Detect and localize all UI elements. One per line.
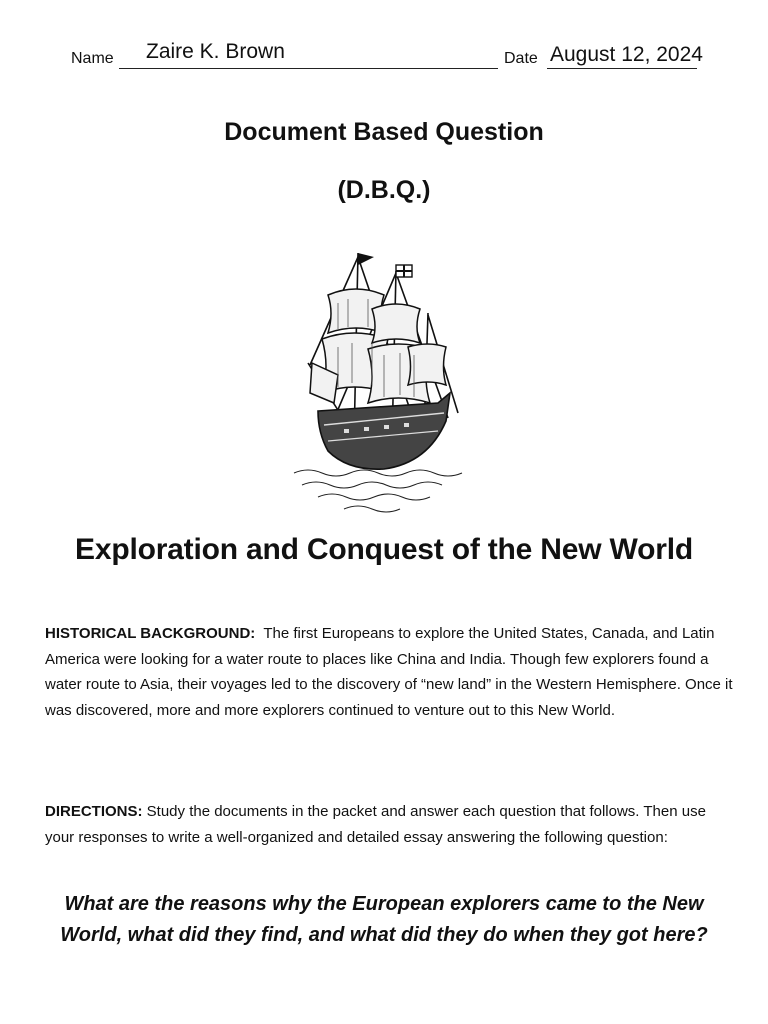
historical-background-paragraph bbox=[45, 621, 735, 723]
directions-paragraph bbox=[45, 799, 735, 850]
historical-background-label: HISTORICAL BACKGROUND: bbox=[45, 625, 256, 642]
sailing-ship-illustration bbox=[288, 243, 468, 521]
historical-background-text: The first Europeans to explore the United States, Canada, and Latin America were looking for a water route to places like China and India. Though few explorers found a water route to Asia, their voyages led to the discovery of “new land” in the Western Hemisphere. Once it was discovered, more and more explorers continued to venture out to this New World. bbox=[45, 625, 733, 719]
essay-question: What are the reasons why the European explorers came to the New World, what did they find, and what did they do when they got here? bbox=[60, 893, 708, 946]
name-label: Name bbox=[71, 50, 114, 67]
directions-label: DIRECTIONS: bbox=[45, 803, 143, 820]
name-line bbox=[119, 68, 498, 69]
page-title: Document Based Question bbox=[224, 118, 544, 146]
date-value[interactable]: August 12, 2024 bbox=[550, 43, 703, 66]
name-value[interactable]: Zaire K. Brown bbox=[146, 40, 285, 63]
header-row bbox=[0, 38, 768, 78]
directions-text: Study the documents in the packet and answer each question that follows. Then use your responses to write a well-organized and detailed essay answering the following question: bbox=[45, 803, 706, 846]
page-subtitle: (D.B.Q.) bbox=[337, 176, 431, 204]
date-label: Date bbox=[504, 50, 538, 67]
main-title: Exploration and Conquest of the New World bbox=[75, 533, 693, 566]
date-line bbox=[547, 68, 697, 69]
